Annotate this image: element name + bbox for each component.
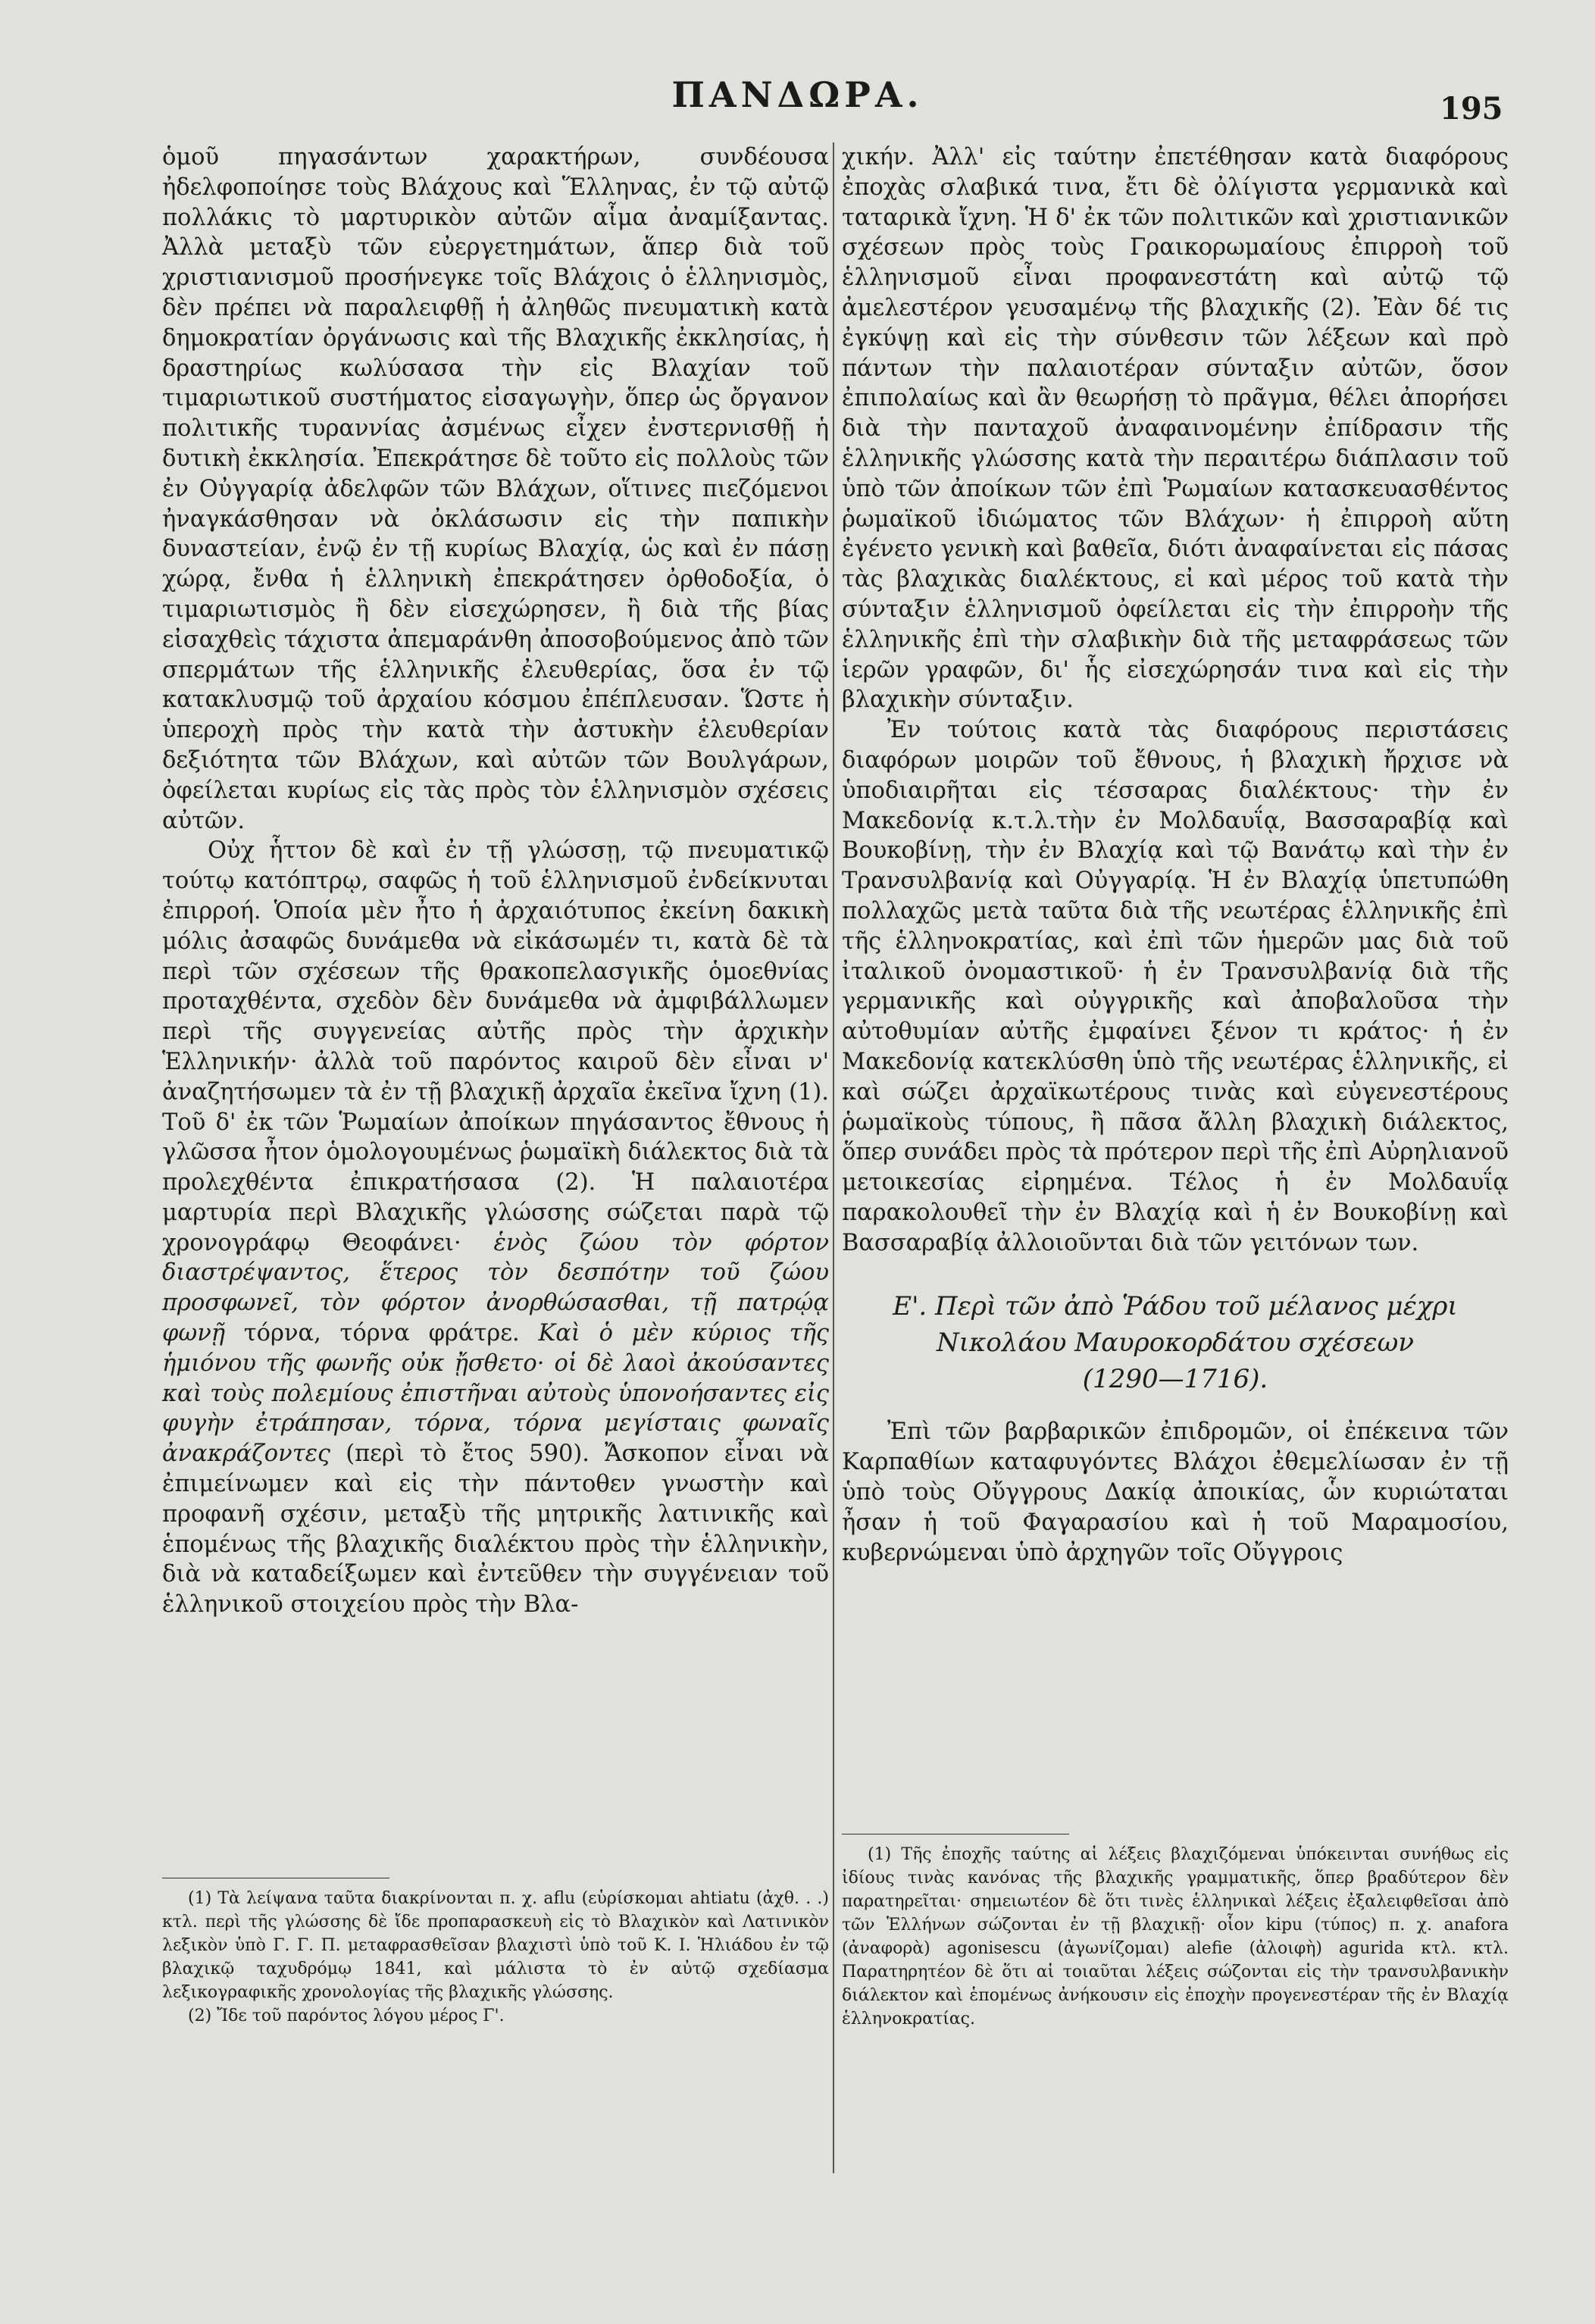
paragraph	[162, 836, 829, 1620]
paragraph: Ἐν τούτοις κατὰ τὰς διαφόρους περιστάσεις διαφόρων μοιρῶν τοῦ ἔθνους, ἡ βλαχικὴ ἤρχισε νὰ ὑποδιαιρῆται εἰς τέσσαρας διαλέκτους· τὴν ἐν Μακεδονίᾳ κ.τ.λ.τὴν ἐν Μολδαυΐᾳ, Βασσαραβίᾳ καὶ Βουκοβίνῃ, τὴν ἐν Βλαχίᾳ καὶ τῷ Βανάτῳ καὶ τὴν ἐν Τρανσυλβανίᾳ καὶ Οὐγγαρίᾳ. Ἡ ἐν Βλαχίᾳ ὑπετυπώθη πολλαχῶς μετὰ ταῦτα διὰ τῆς νεωτέρας ἑλληνικῆς ἐπὶ τῆς ἑλληνοκρατίας, καὶ ἐπὶ τῶν ἡμερῶν μας διὰ τοῦ ἰταλικοῦ ὀνομαστικοῦ· ἡ ἐν Τρανσυλβανίᾳ διὰ τῆς γερμανικῆς καὶ οὐγγρικῆς καὶ ἀποβαλοῦσα τὴν αὐτοθυμίαν αὐτῆς ἐμφαίνει ξένον τι κράτος· ἡ ἐν Μακεδονίᾳ κατεκλύσθη ὑπὸ τῆς νεωτέρας ἑλληνικῆς, εἰ καὶ σώζει ἀρχαϊκωτέρους τινὰς καὶ εὐγενεστέρους ῥωμαϊκοὺς τύπους, ἢ πᾶσα ἄλλη βλαχικὴ διάλεκτος, ὅπερ συνάδει πρὸς τὰ πρότερον περὶ τῆς ἐπὶ Αὐρηλιανοῦ μετοικεσίας εἰρημένα. Τέλος ἡ ἐν Μολδαυΐᾳ παρακολουθεῖ τὴν ἐν Βλαχίᾳ καὶ ἡ ἐν Βουκοβίνῃ καὶ Βασσαραβίᾳ ἀλλοιοῦνται διὰ τῶν γειτόνων των.	[842, 717, 1509, 1256]
column-divider	[833, 142, 834, 2173]
section-heading-line: Ε'. Περὶ τῶν ἀπὸ Ῥάδου τοῦ μέλανος μέχρι	[893, 1291, 1458, 1322]
section-heading	[842, 1288, 1509, 1397]
page-number: 195	[1440, 91, 1503, 127]
paragraph-text: (περὶ τὸ ἔτος 590). Ἄσκοπον εἶναι νὰ ἐπιμείνωμεν καὶ εἰς τὴν πάντοθεν γνωστὴν καὶ προφανῆ σχέσιν, μεταξὺ τῆς μητρικῆς λατινικῆς καὶ ἑπομένως τῆς βλαχικῆς διαλέκτου πρὸς τὴν ἑλληνικὴν, διὰ νὰ καταδείξωμεν καὶ ἐντεῦθεν τὴν συγγένειαν τοῦ ἑλληνικοῦ στοιχείου πρὸς τὴν Βλα-	[162, 1440, 829, 1619]
left-column	[162, 142, 829, 1620]
footnote: (1) Τὰ λείψανα ταῦτα διακρίνονται π. χ. aflu (εὑρίσκομαι ahtiatu (ἀχθ. . .) κτλ. περὶ τῆς γλώσσης δὲ ἴδε προπαρασκευὴ εἰς τὸ Βλαχικὸν καὶ Λατινικὸν λεξικὸν ὑπὸ Γ. Γ. Π. μεταφρασθεῖσαν βλαχιστὶ ὑπὸ τοῦ Κ. Ι. Ἡλιάδου ἐν τῷ βλαχικῷ ταχυδρόμῳ 1841, καὶ μάλιστα τὸ ἐν αὐτῷ σχεδίασμα λεξικογραφικῆς χρονολογίας τῆς βλαχικῆς γλώσσης.	[162, 1889, 829, 2002]
paragraph: Ἐπὶ τῶν βαρβαρικῶν ἐπιδρομῶν, οἱ ἐπέκεινα τῶν Καρπαθίων καταφυγόντες Βλάχοι ἐθεμελίωσαν ἐν τῇ ὑπὸ τοὺς Οὔγγρους Δακίᾳ ἀποικίας, ὧν κυριώταται ἦσαν ἡ τοῦ Φαγαρασίου καὶ ἡ τοῦ Μαραμοσίου, κυβερνώμεναι ὑπὸ ἀρχηγῶν τοῖς Οὔγγροις	[842, 1418, 1509, 1566]
section-heading-dates: (1290—1716).	[1082, 1364, 1268, 1395]
quotation: ἑνὸς ζώου τὸν φόρτον διαστρέψαντος, ἕτερος τὸν δεσπότην τοῦ ζώου προσφωνεῖ, τὸν φόρτον ἀνορθώσασθαι, τῇ πατρῴᾳ φωνῇ	[162, 1229, 829, 1347]
footnote: (2) Ἴδε τοῦ παρόντος λόγου μέρος Γ'.	[188, 2007, 505, 2025]
paragraph-text: Οὐχ ἧττον δὲ καὶ ἐν τῇ γλώσσῃ, τῷ πνευματικῷ τούτῳ κατόπτρῳ, σαφῶς ἡ τοῦ ἑλληνισμοῦ ἐνδείκνυται ἐπιρροή. Ὁποία μὲν ἦτο ἡ ἀρχαιότυπος ἐκείνη δακικὴ μόλις ἀσαφῶς δυνάμεθα νὰ εἰκάσωμέν τι, κατὰ δὲ τὰ περὶ τῶν σχέσεων τῆς θρακοπελασγικῆς ὁμοεθνίας προταχθέντα, σχεδὸν δὲν δυνάμεθα νὰ ἀμφιβάλλωμεν περὶ τῆς συγγενείας αὐτῆς πρὸς τὴν ἀρχικὴν Ἑλληνικήν· ἀλλὰ τοῦ παρόντος καιροῦ δὲν εἶναι ν' ἀναζητήσωμεν τὰ ἐν τῇ βλαχικῇ ἀρχαῖα ἐκεῖνα ἴχνη (1). Τοῦ δ' ἐκ τῶν Ῥωμαίων ἀποίκων πηγάσαντος ἔθνους ἡ γλῶσσα ἦτον ὁμολογουμένως ῥωμαϊκὴ διάλεκτος διὰ τὰ προλεχθέντα ἐπικρατήσασα (2). Ἡ παλαιοτέρα μαρτυρία περὶ Βλαχικῆς γλώσσης σώζεται παρὰ τῷ χρονογράφῳ Θεοφάνει·	[162, 837, 829, 1256]
running-title: ΠΑΝΔΩΡΑ.	[671, 74, 924, 115]
footnote: (1) Τῆς ἐποχῆς ταύτης αἱ λέξεις βλαχιζόμεναι ὑπόκεινται συνήθως εἰς ἰδίους τινὰς κανόνας τῆς βλαχικῆς γραμματικῆς, ὅπερ βραδύτερον δὲν παρατηρεῖται· σημειωτέον δὲ ὅτι τινὲς ἑλληνικαὶ λέξεις ἐξαλειφθεῖσαι ἀπὸ τῶν Ἑλλήνων σώζονται ἐν τῇ βλαχικῇ· οἷον kipu (τύπος) π. χ. anafora (ἀναφορὰ) agonisescu (ἀγωνίζομαι) alefie (ἀλοιφὴ) agurida κτλ. κτλ. Παρατηρητέον δὲ ὅτι αἱ τοιαῦται λέξεις σώζονται εἰς τὴν τρανσυλβανικὴν διάλεκτον καὶ ἑπομένως ἀνήκουσιν εἰς ἐποχὴν προγενεστέραν τῆς ἐν Βλαχίᾳ ἑλληνοκρατίας.	[842, 1845, 1509, 2028]
paragraph: χικήν. Ἀλλ' εἰς ταύτην ἐπετέθησαν κατὰ διαφόρους ἐποχὰς σλαβικά τινα, ἔτι δὲ ὀλίγιστα γερμανικὰ καὶ ταταρικὰ ἴχνη. Ἡ δ' ἐκ τῶν πολιτικῶν καὶ χριστιανικῶν σχέσεων πρὸς τοὺς Γραικορωμαίους ἐπιρροὴ τοῦ ἑλληνισμοῦ εἶναι προφανεστάτη καὶ αὐτῷ τῷ ἀμελεστέρον γευσαμένῳ τῆς βλαχικῆς (2). Ἐὰν δέ τις ἐγκύψῃ καὶ εἰς τὴν σύνθεσιν τῶν λέξεων καὶ πρὸ πάντων τὴν παλαιοτέραν σύνταξιν αὐτῶν, ὅσον ἐπιπολαίως καὶ ἂν θεωρήσῃ τὸ πρᾶγμα, θέλει ἀπορήσει διὰ τὴν πανταχοῦ ἀναφαινομένην ἐπίδρασιν τῆς ἑλληνικῆς γλώσσης κατὰ τὴν περαιτέρω διάπλασιν τοῦ ὑπὸ τῶν ἀποίκων τῶν ἐπὶ Ῥωμαίων κατασκευασθέντος ῥωμαϊκοῦ ἰδιώματος τῶν Βλάχων· ἡ ἐπιρροὴ αὕτη ἐγένετο γενικὴ καὶ βαθεῖα, διότι ἀναφαίνεται εἰς πάσας τὰς βλαχικὰς διαλέκτους, εἰ καὶ μέρος τοῦ κατὰ τὴν σύνταξιν ἑλληνισμοῦ ὀφείλεται εἰς τὴν ἐπιρροὴν τῆς ἑλληνικῆς ἐπὶ τὴν σλαβικὴν διὰ τῆς μεταφράσεως τῶν ἱερῶν γραφῶν, δι' ἧς εἰσεχώρησάν τινα καὶ εἰς τὴν βλαχικὴν σύνταξιν.	[842, 144, 1509, 714]
quotation: Καὶ ὁ μὲν κύριος τῆς ἡμιόνου τῆς φωνῆς οὐκ ᾔσθετο· οἱ δὲ λαοὶ ἀκούσαντες καὶ τοὺς πολεμίους ἐπιστῆναι αὐτοὺς ὑπονοήσαντες εἰς φυγὴν ἐτράπησαν, τόρνα, τόρνα μεγίσταις φωναῖς ἀνακράζοντες	[162, 1320, 829, 1468]
quotation-plain: τόρνα, τόρνα φράτρε.	[243, 1320, 520, 1347]
right-column	[842, 142, 1509, 1568]
section-heading-line: Νικολάου Μαυροκορδάτου σχέσεων	[936, 1328, 1415, 1359]
footnotes-left	[162, 1887, 829, 2028]
paragraph: ὁμοῦ πηγασάντων χαρακτήρων, συνδέουσα ἠδελφοποίησε τοὺς Βλάχους καὶ Ἕλληνας, ἐν τῷ αὐτῷ πολλάκις τὸ μαρτυρικὸν αὐτῶν αἷμα ἀναμίξαντας. Ἀλλὰ μεταξὺ τῶν εὐεργετημάτων, ἅπερ διὰ τοῦ χριστιανισμοῦ προσήνεγκε τοῖς Βλάχοις ὁ ἑλληνισμὸς, δὲν πρέπει νὰ παραλειφθῇ ἡ ἀληθῶς πνευματικὴ κατὰ δημοκρατίαν ὀργάνωσις καὶ τῆς Βλαχικῆς ἐκκλησίας, ἡ δραστηρίως κωλύσασα τὴν εἰς Βλαχίαν τοῦ τιμαριωτικοῦ συστήματος εἰσαγωγὴν, ὅπερ ὡς ὄργανον πολιτικῆς τυραννίας ἀσμένως εἶχεν ἐνστερνισθῇ ἡ δυτικὴ ἐκκλησία. Ἐπεκράτησε δὲ τοῦτο εἰς πολλοὺς τῶν ἐν Οὐγγαρίᾳ ἀδελφῶν τῶν Βλάχων, οἵτινες πιεζόμενοι ἠναγκάσθησαν νὰ ὀκλάσωσιν εἰς τὴν παπικὴν δυναστείαν, ἐνῷ ἐν τῇ κυρίως Βλαχίᾳ, ὡς καὶ ἐν πάσῃ χώρᾳ, ἔνθα ἡ ἑλληνικὴ ἐπεκράτησεν ὀρθοδοξία, ὁ τιμαριωτισμὸς ἢ δὲν εἰσεχώρησεν, ἢ διὰ τῆς βίας εἰσαχθεὶς τάχιστα ἀπεμαράνθη ἀποσοβούμενος ἀπὸ τῶν σπερμάτων τῆς ἑλληνικῆς ἐλευθερίας, ὅσα ἐν τῷ κατακλυσμῷ τοῦ ἀρχαίου κόσμου ἐπέπλευσαν. Ὥστε ἡ ὑπεροχὴ πρὸς τὴν κατὰ τὴν ἀστυκὴν ἐλευθερίαν δεξιότητα τῶν Βλάχων, καὶ αὐτῶν τῶν Βουλγάρων, ὀφείλεται κυρίως εἰς τὰς πρὸς τὸν ἑλληνισμὸν σχέσεις αὐτῶν.	[162, 144, 829, 834]
footnotes-right	[842, 1843, 1509, 2031]
